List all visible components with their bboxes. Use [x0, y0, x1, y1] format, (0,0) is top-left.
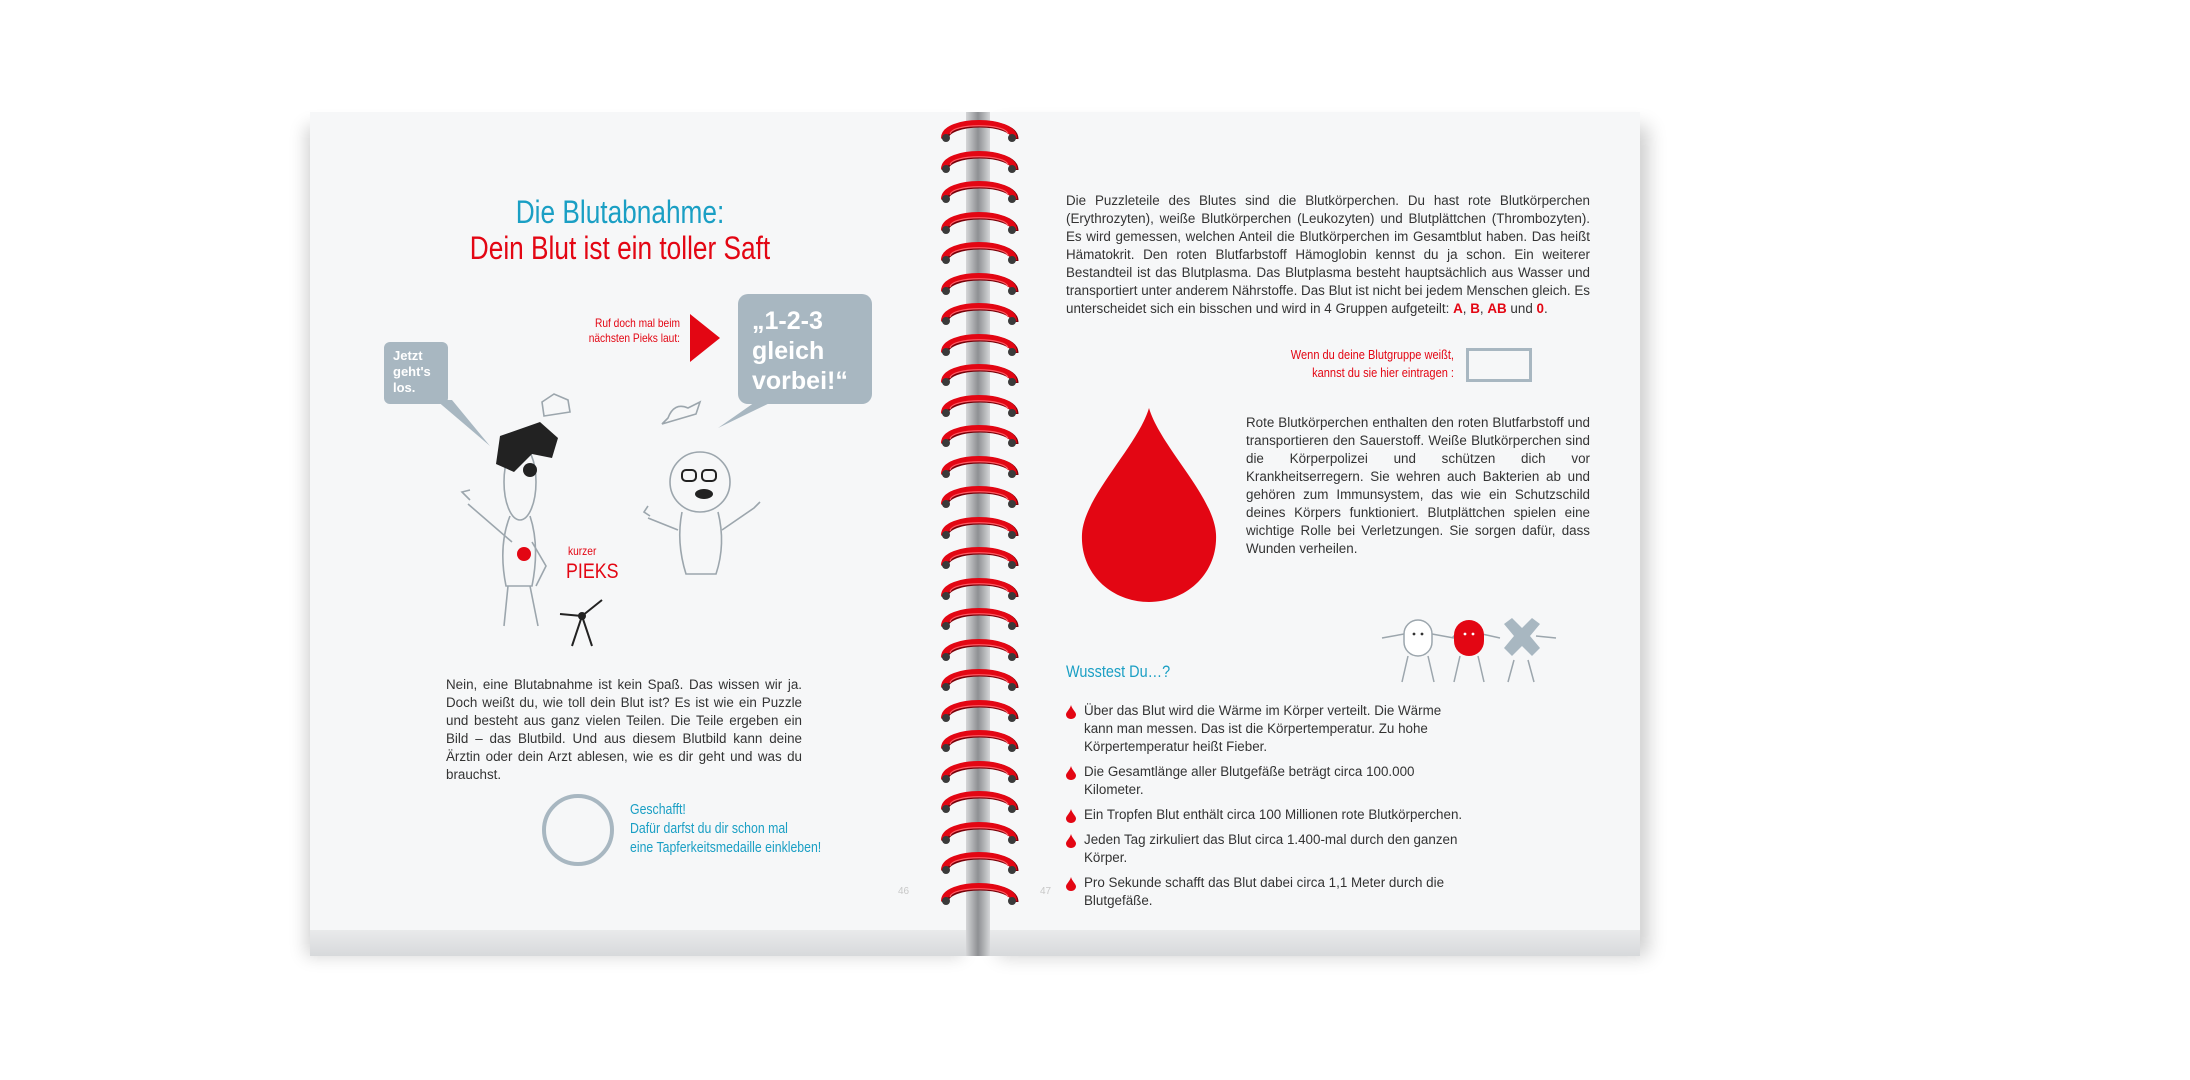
spiral-ring	[938, 419, 1020, 447]
speech-bubble-small-text: Jetzt geht's los.	[393, 348, 431, 395]
medal-text-line1: Geschafft!	[630, 801, 686, 818]
spiral-ring	[938, 206, 1020, 234]
group-ab: AB	[1487, 301, 1507, 316]
group-a: A	[1453, 301, 1463, 316]
blood-cells-illustration	[1378, 614, 1578, 688]
spiral-ring	[938, 450, 1020, 478]
bloodgroup-prompt-line1: Wenn du deine Blutgruppe weißt,	[1290, 347, 1454, 362]
bloodgroup-prompt	[1272, 346, 1454, 382]
intro-text: Die Puzzleteile des Blutes sind die Blutkörperchen. Du hast rote Blutkörperchen (Erythrozyten), weiße Blutkörperchen (Leukozyten) und Blutplättchen (Thrombozyten). Es wird gemessen, welchen Anteil die Blutkörperchen im Gesamtblut haben. Das heißt Hämatokrit. Den roten Blutfarbstoff Hämoglobin kennst du ja schon. Ein weiterer Bestandteil ist das Blutplasma. Das Blutplasma besteht hauptsächlich aus Wasser und transportiert unter anderem Nährstoffe. Das Blut ist nicht bei jedem Menschen gleich. Es unterscheidet sich ein bisschen und wird in 4 Gruppen aufgeteilt:	[1066, 193, 1590, 316]
spiral-ring	[938, 816, 1020, 844]
fact-item	[1066, 702, 1466, 756]
blood-drop-icon	[1078, 406, 1220, 604]
fact-item	[1066, 874, 1466, 910]
spiral-ring	[938, 846, 1020, 874]
blood-drop-icon	[1066, 766, 1076, 780]
fact-item	[1066, 806, 1466, 824]
fact-text: Die Gesamtlänge aller Blutgefäße beträgt circa 100.000 Kilometer.	[1084, 764, 1415, 797]
group-0: 0	[1536, 301, 1544, 316]
spiral-ring	[938, 511, 1020, 539]
spiral-ring	[938, 114, 1020, 142]
spiral-ring	[938, 267, 1020, 295]
spiral-ring	[938, 480, 1020, 508]
fact-text: Jeden Tag zirkuliert das Blut circa 1.400-mal durch den ganzen Körper.	[1084, 832, 1458, 865]
spiral-ring	[938, 541, 1020, 569]
page-number-left: 46	[898, 886, 910, 897]
spiral-ring	[938, 755, 1020, 783]
fact-text: Über das Blut wird die Wärme im Körper verteilt. Die Wärme kann man messen. Das ist die Körpertemperatur. Zu hohe Körpertemperatur heißt Fieber.	[1084, 703, 1442, 754]
medal-text	[630, 800, 821, 857]
fact-item	[1066, 831, 1466, 867]
fact-text: Pro Sekunde schafft das Blut dabei circa 1,1 Meter durch die Blutgefäße.	[1084, 875, 1445, 908]
blood-drop-icon	[1066, 809, 1076, 823]
facts-title: Wusstest Du…?	[1066, 662, 1171, 681]
arrow-right-icon	[688, 312, 722, 364]
spiral-ring	[938, 145, 1020, 173]
bloodgroup-prompt-line2: kannst du sie hier eintragen :	[1312, 365, 1454, 380]
page-number-right: 47	[1040, 886, 1052, 897]
bloodgroup-field[interactable]	[1466, 348, 1532, 382]
spiral-ring	[938, 175, 1020, 203]
spiral-ring	[938, 877, 1020, 905]
spiral-ring	[938, 236, 1020, 264]
speech-bubble-big-text: „1-2-3 gleich vorbei!“	[752, 307, 848, 395]
blood-drop-icon	[1066, 877, 1076, 891]
blood-drop-icon	[1066, 705, 1076, 719]
speech-bubble-big	[738, 294, 872, 404]
left-page-edge	[310, 930, 966, 956]
speech-bubble-small	[384, 342, 448, 404]
spiral-ring	[938, 785, 1020, 813]
spiral-ring	[938, 633, 1020, 661]
spiral-ring	[938, 602, 1020, 630]
fact-item	[1066, 763, 1466, 799]
needle-spark-icon	[552, 598, 612, 652]
spiral-ring	[938, 328, 1020, 356]
piek-small-text: kurzer	[568, 544, 597, 558]
group-b: B	[1470, 301, 1480, 316]
blood-drop-icon	[1066, 834, 1076, 848]
fact-text: Ein Tropfen Blut enthält circa 100 Millionen rote Blutkörperchen.	[1084, 807, 1463, 822]
blood-cells-text: Rote Blutkörperchen enthalten den roten Blutfarbstoff und transportieren den Sauerstoff. Weiße Blutkörperchen sind die Körperpolizei und schützen dich vor Krankheitserregern. Sie wehren auch Bakterien ab und gehören zum Immunsystem, das wie ein Schutzschild deines Körpers funktioniert. Blutplättchen spielen eine wichtige Rolle bei Verletzungen. Sie sorgen dafür, dass Wunden verheilen.	[1246, 415, 1590, 556]
und-text: und	[1510, 301, 1533, 316]
page-title-line1: Die Blutabnahme:	[515, 194, 725, 230]
medal-placeholder[interactable]	[540, 792, 616, 868]
spiral-ring	[938, 663, 1020, 691]
piek-big-text: PIEKS	[566, 560, 619, 583]
call-text: Ruf doch mal beim nächsten Pieks laut:	[588, 316, 680, 345]
spiral-ring	[938, 297, 1020, 325]
child-illustration	[630, 392, 780, 582]
spiral-ring	[938, 358, 1020, 386]
page-title-line2: Dein Blut ist ein toller Saft	[469, 230, 771, 266]
facts-list	[1066, 702, 1466, 917]
right-page-edge	[990, 930, 1640, 956]
medal-text-line3: eine Tapferkeitsmedaille einkleben!	[630, 839, 822, 856]
spiral-ring	[938, 724, 1020, 752]
spiral-ring	[938, 694, 1020, 722]
spiral-ring	[938, 389, 1020, 417]
right-intro-text: Die Puzzleteile des Blutes sind die Blutkörperchen. Du hast rote Blutkörperchen (Erythrozyten), weiße Blutkörperchen (Leukozyten) und Blutplättchen (Thrombozyten). Es wird gemessen, welchen Anteil die Blutkörperchen im Gesamtblut haben. Das heißt Hämatokrit. Den roten Blutfarbstoff Hämoglobin kennst du ja schon. Ein weiterer Bestandteil ist das Blutplasma. Das Blutplasma besteht hauptsächlich aus Wasser und transportiert unter anderem Nährstoffe. Das Blut ist nicht bei jedem Menschen gleich. Es unterscheidet sich ein bisschen und wird in 4 Gruppen aufgeteilt: A, B, AB und 0.	[1066, 193, 1590, 316]
spiral-ring	[938, 572, 1020, 600]
left-body-text: Nein, eine Blutabnahme ist kein Spaß. Das wissen wir ja. Doch weißt du, wie toll dein Blut ist? Es ist wie ein Puzzle und besteht aus ganz vielen Teilen. Die Teile ergeben ein Bild – das Blutbild. Und aus diesem Blutbild kann deine Ärztin oder dein Arzt ablesen, wie es dir geht und was du brauchst.	[446, 677, 802, 782]
medal-text-line2: Dafür darfst du dir schon mal	[630, 820, 788, 837]
